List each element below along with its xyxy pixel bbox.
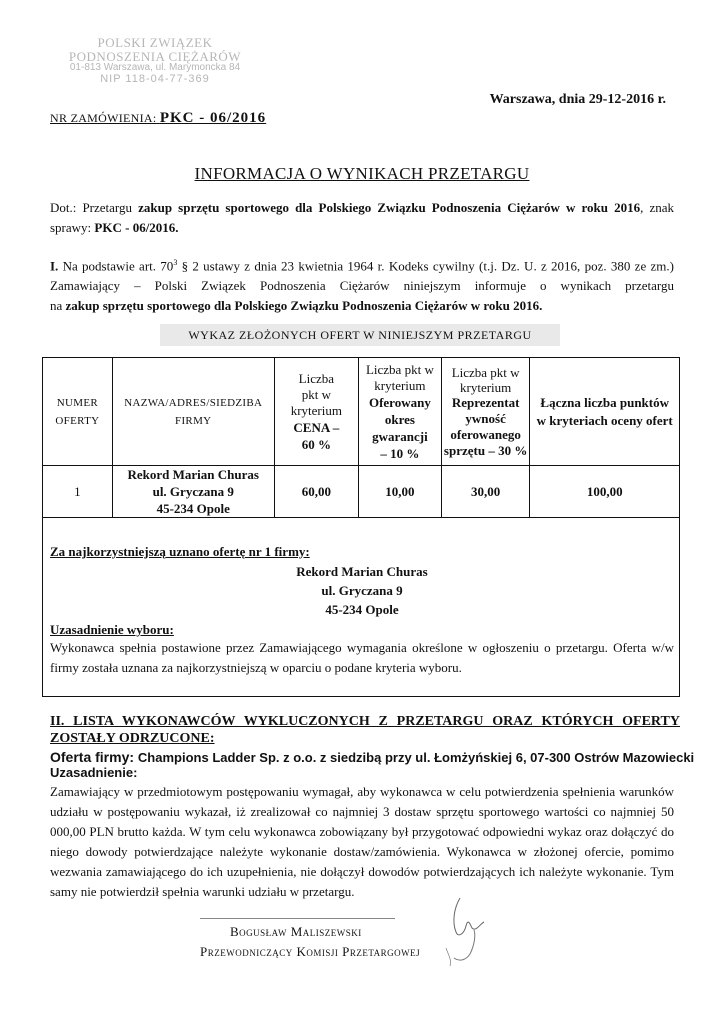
company-stamp [60, 36, 250, 85]
order-label: NR ZAMÓWIENIA: [50, 111, 157, 125]
table-header-row [43, 358, 680, 466]
stamp-line-1: POLSKI ZWIĄZEK [97, 35, 213, 50]
section2-heading-line-1: II. LISTA WYKONAWCÓW WYKLUCZONYCH Z PRZETARGU ORAZ KTÓRYCH OFERTY [50, 714, 680, 729]
handwritten-signature [430, 888, 510, 968]
winner-line-1: Rekord Marian Churas [296, 564, 428, 579]
row-company-line-3: 45-234 Opole [156, 501, 230, 516]
header-warranty-pre: Liczba pkt w kryterium [365, 361, 434, 393]
intro-case: PKC - 06/2016. [94, 220, 179, 235]
section1-text-b: § 2 ustawy z dnia 23 kwietnia 1964 r. Kodeks cywilny (t.j. Dz. U. z 2016, poz. 380 ze zm.) [177, 258, 674, 274]
signature-line [200, 918, 395, 919]
section1-sup: 3 [173, 258, 178, 267]
section1-line-3 [50, 298, 542, 313]
signatory-role: Przewodniczący Komisji Przetargowej [200, 944, 421, 959]
header-total: Łączna liczba punktów w kryteriach oceny ofert [530, 358, 680, 466]
row-number: 1 [43, 466, 113, 518]
header-price-bold: CENA – 60 % [293, 419, 340, 452]
selection-justification-heading: Uzasadnienie wyboru: [50, 622, 174, 637]
row-company [112, 466, 274, 518]
stamp-line-2: PODNOSZENIA CIĘŻARÓW [68, 48, 242, 64]
header-repr-bold: Reprezentat ywność oferowanego sprzętu – 30 % [443, 394, 528, 458]
offers-list-heading: WYKAZ ZŁOŻONYCH OFERT W NINIEJSZYM PRZETARGU [160, 324, 560, 346]
header-repr-pre: Liczba pkt w kryterium [451, 364, 520, 395]
rejection-justification-heading: Uzasadnienie: [50, 765, 138, 780]
stamp-line-3: 01-813 Warszawa, ul. Marymoncka 84 [69, 62, 241, 74]
document-date: Warszawa, dnia 29-12-2016 r. [489, 92, 666, 107]
stamp-line-4: NIP 118-04-77-369 [100, 72, 210, 85]
header-number-line-2: OFERTY [55, 414, 100, 427]
order-number [50, 110, 266, 127]
intro-subject: zakup sprzętu sportowego dla Polskiego Związku Podnoszenia Ciężarów w roku 2016 [138, 200, 641, 215]
intro-mid: , znak sprawy: [50, 200, 674, 235]
section1-line-1 [50, 253, 674, 276]
row-warranty-points: 10,00 [358, 466, 441, 518]
section2-heading-line-2: ZOSTAŁY ODRZUCONE: [50, 731, 215, 746]
offers-table [42, 357, 680, 518]
row-total-points: 100,00 [530, 466, 680, 518]
header-repr [441, 358, 530, 466]
page-title: INFORMACJA O WYNIKACH PRZETARGU [194, 164, 530, 183]
winner-line-2: ul. Gryczana 9 [321, 583, 403, 598]
order-code: PKC - 06/2016 [159, 110, 267, 126]
header-price-pre: Liczba pkt w kryterium [290, 370, 342, 418]
row-price-points: 60,00 [274, 466, 358, 518]
header-price [274, 358, 358, 466]
selection-justification-text: Wykonawca spełnia postawione przez Zamawiającego wymagania określone w ogłoszeniu o przetargu. Oferta w/w firmy została uznana za najkorzystniejszą w oparciu o podane kryteria wyboru. [50, 640, 674, 675]
section1-line-3-bold: zakup sprzętu sportowego dla Polskiego Związku Podnoszenia Ciężarów w roku 2016. [65, 298, 543, 314]
header-warranty-bold: Oferowany okres gwarancji – 10 % [368, 394, 431, 461]
row-company-line-2: ul. Gryczana 9 [152, 484, 234, 499]
winner-address [0, 562, 724, 619]
winner-heading: Za najkorzystniejszą uznano ofertę nr 1 firmy: [50, 544, 310, 559]
section1-paragraph [50, 253, 674, 316]
rejection-justification-text: Zamawiający w przedmiotowym postępowaniu wymagał, aby wykonawca w celu potwierdzenia spełnienia warunków udziału w postępowaniu wykazał, iż zrealizował co najmniej 3 dostaw sprzętu sportowego wartości co najmniej 50 000,00 PLN brutto każda. W tym celu wykonawca zobowiązany był przygotować odpowiedni wykaz oraz dołączyć do niego dowody potwierdzające należyte wykonanie dostaw/zamówienia. Wykonawca w złożonej ofercie, pomimo wezwania zamawiającego do ich uzupełnienia, nie dołączył dowodów potwierdzających ich należyte wykonanie. Tym samy nie potwierdził spełnia warunki udziału w przetargu. [50, 784, 674, 899]
row-repr-points: 30,00 [441, 466, 530, 518]
signatory-block [200, 924, 460, 960]
header-warranty [358, 358, 441, 466]
section1-roman: I. [50, 258, 59, 274]
header-name-line-2: FIRMY [175, 414, 212, 427]
header-number-line-1: NUMER [56, 396, 98, 409]
intro-paragraph [50, 198, 674, 238]
section1-text-a: Na podstawie art. 70 [58, 258, 174, 274]
header-number [43, 358, 113, 466]
signatory-name: Bogusław Maliszewski [230, 924, 362, 939]
header-name [112, 358, 274, 466]
table-row [43, 466, 680, 518]
rejected-offer-company: Champions Ladder Sp. z o.o. z siedzibą przy ul. Łomżyńskiej 6, 07-300 Ostrów Mazowiecki [137, 750, 695, 765]
section1-line-3-prefix: na [50, 298, 66, 314]
header-name-line-1: NAZWA/ADRES/SIEDZIBA [124, 396, 263, 409]
row-company-line-1: Rekord Marian Churas [127, 467, 259, 482]
rejected-offer [50, 749, 694, 767]
intro-prefix: Dot.: Przetargu [50, 200, 139, 215]
winner-line-3: 45-234 Opole [325, 602, 399, 617]
section1-line-2: Zamawiający – Polski Związek Podnoszenia Ciężarów niniejszym informuje o wynikach przetargu [50, 278, 674, 294]
rejected-offer-label: Oferta firmy: [50, 749, 138, 765]
